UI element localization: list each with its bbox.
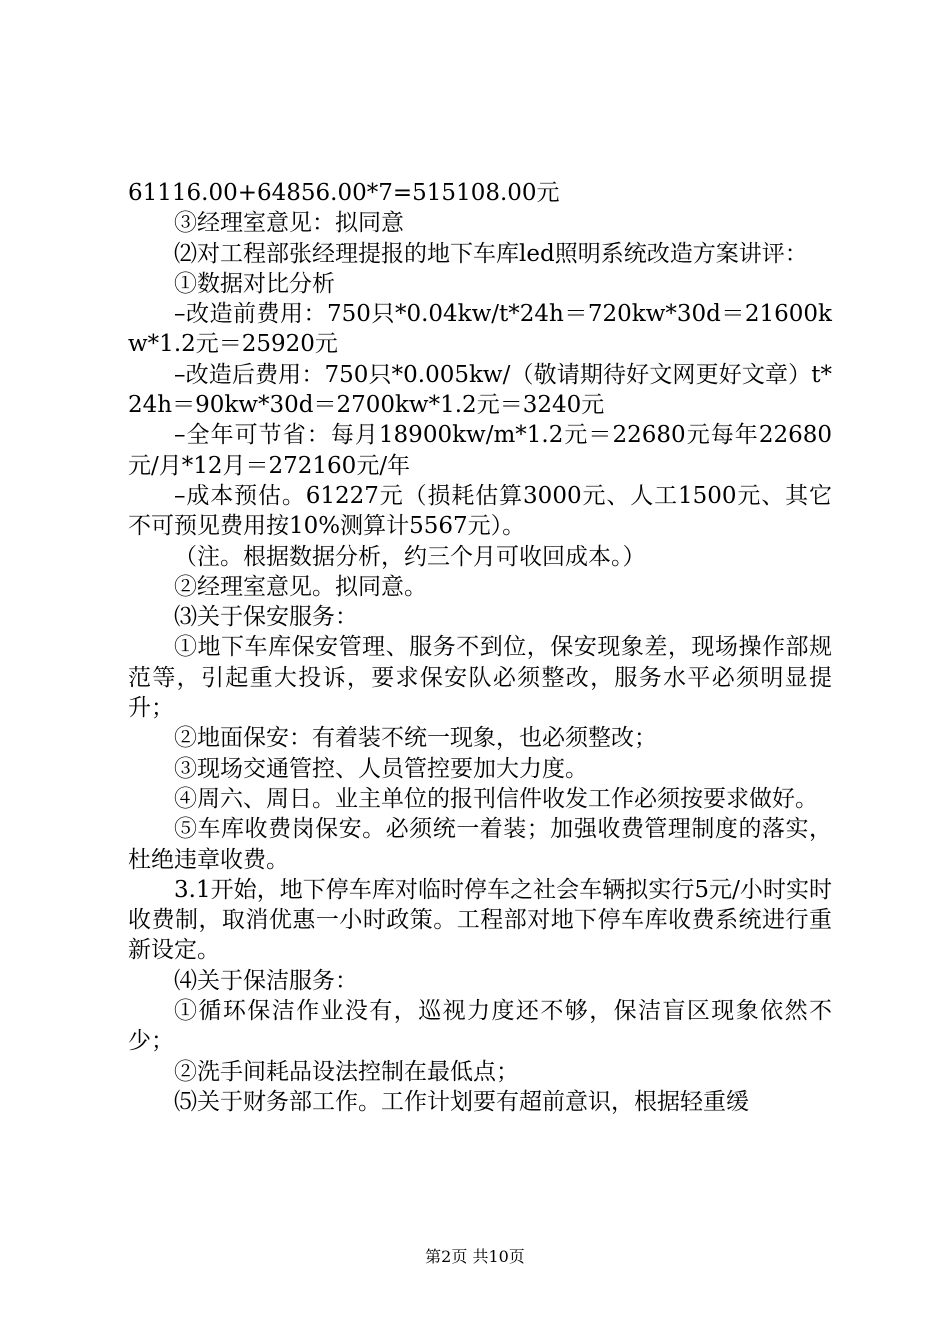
paragraph: 3.1开始，地下停车库对临时停车之社会车辆拟实行5元/小时实时收费制，取消优惠一小时政策。工程部对地下停车库收费系统进行重新设定。 [128,876,832,964]
document-body [128,178,832,1117]
paragraph: –改造前费用：750只*0.04kw/t*24h＝720kw*30d＝21600kw*1.2元＝25920元 [128,301,832,358]
paragraph: ①循环保洁作业没有，巡视力度还不够，保洁盲区现象依然不少； [128,998,832,1055]
paragraph: 61116.00+64856.00*7=515108.00元 [128,180,560,206]
paragraph: ⑸关于财务部工作。工作计划要有超前意识，根据轻重缓 [174,1088,749,1115]
paragraph: ①地下车库保安管理、服务不到位，保安现象差，现场操作部规范等，引起重大投诉，要求保安队必须整改，服务水平必须明显提升； [128,634,832,722]
paragraph: ⑵对工程部张经理提报的地下车库led照明系统改造方案讲评： [174,240,808,267]
paragraph: ②经理室意见。拟同意。 [174,573,427,600]
paragraph: ③现场交通管控、人员管控要加大力度。 [174,755,588,782]
paragraph: –成本预估。61227元（损耗估算3000元、人工1500元、其它不可预见费用按10%测算计5567元）。 [128,482,832,540]
paragraph: ②地面保安：有着装不统一现象，也必须整改； [174,725,657,752]
paragraph: –改造后费用：750只*0.005kw/（敬请期待好文网更好文章）t*24h＝90kw*30d＝2700kw*1.2元＝3240元 [128,361,832,419]
paragraph: （注。根据数据分析，约三个月可收回成本。） [174,543,646,570]
paragraph: ②洗手间耗品设法控制在最低点； [174,1058,519,1085]
paragraph: –全年可节省：每月18900kw/m*1.2元＝22680元每年22680元/月*12月＝272160元/年 [128,422,832,479]
paragraph: ⑷关于保洁服务： [174,967,358,994]
paragraph: ③经理室意见：拟同意 [174,210,404,237]
paragraph: ④周六、周日。业主单位的报刊信件收发工作必须按要求做好。 [174,785,818,812]
page-number-footer: 第2页 共10页 [425,1247,525,1266]
paragraph: ⑤车库收费岗保安。必须统一着装；加强收费管理制度的落实，杜绝违章收费。 [128,816,832,873]
paragraph: ⑶关于保安服务： [174,604,358,631]
paragraph: ①数据对比分析 [174,270,335,297]
